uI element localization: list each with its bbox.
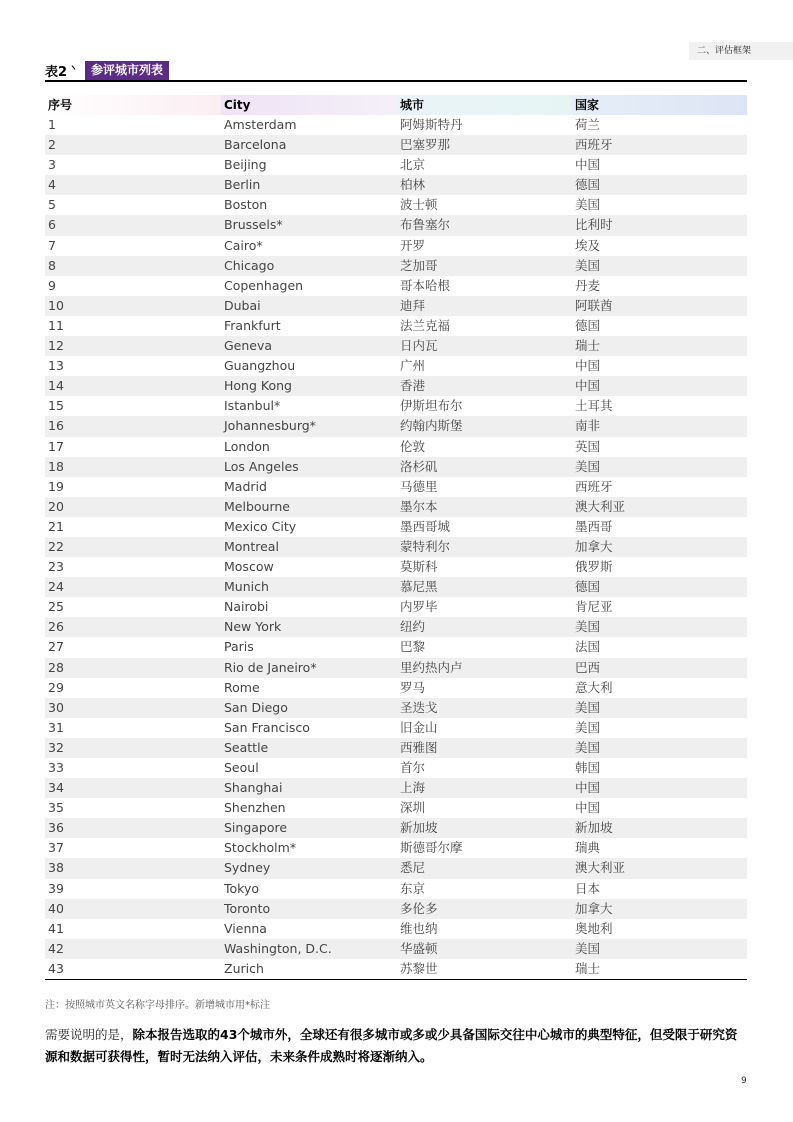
cell-index: 23 (48, 559, 64, 575)
table-name: 参评城市列表 (85, 61, 169, 80)
table-row (45, 899, 747, 919)
cell-city-en: Boston (224, 197, 268, 213)
cell-country: 加拿大 (575, 538, 613, 554)
cell-index: 32 (48, 739, 64, 755)
cell-country: 意大利 (575, 679, 613, 695)
cell-country: 中国 (575, 780, 601, 796)
cell-city-en: Melbourne (224, 498, 290, 514)
cell-city-zh: 迪拜 (400, 297, 426, 313)
cell-index: 16 (48, 418, 64, 434)
cell-city-zh: 伊斯坦布尔 (400, 398, 463, 414)
cell-country: 巴西 (575, 659, 601, 675)
cell-country: 美国 (575, 739, 601, 755)
cell-city-zh: 蒙特利尔 (400, 538, 451, 554)
cell-city-zh: 悉尼 (400, 860, 426, 876)
cell-city-en: London (224, 438, 270, 454)
cell-country: 比利时 (575, 217, 613, 233)
cell-index: 13 (48, 358, 64, 374)
cell-city-zh: 广州 (400, 358, 426, 374)
cell-country: 西班牙 (575, 478, 613, 494)
cell-city-zh: 马德里 (400, 478, 438, 494)
cell-city-en: Washington, D.C. (224, 940, 332, 956)
cell-city-zh: 华盛顿 (400, 940, 438, 956)
cell-city-zh: 北京 (400, 157, 426, 173)
table-row (45, 457, 747, 477)
cell-city-en: Madrid (224, 478, 267, 494)
cell-index: 41 (48, 920, 64, 936)
cell-city-en: Moscow (224, 559, 274, 575)
cell-index: 21 (48, 518, 64, 534)
cell-country: 奥地利 (575, 920, 613, 936)
table-row (45, 256, 747, 276)
cell-index: 24 (48, 579, 64, 595)
cell-country: 新加坡 (575, 820, 613, 836)
cell-index: 37 (48, 840, 64, 856)
table-row (45, 577, 747, 597)
cell-city-en: Munich (224, 579, 269, 595)
cell-country: 丹麦 (575, 277, 601, 293)
cell-country: 德国 (575, 317, 601, 333)
cell-country: 中国 (575, 157, 601, 173)
cell-country: 土耳其 (575, 398, 613, 414)
cell-city-zh: 阿姆斯特丹 (400, 117, 463, 132)
cell-index: 34 (48, 780, 64, 796)
cell-city-zh: 上海 (400, 780, 426, 796)
table-row (45, 879, 747, 899)
table-note: 注：按照城市英文名称字母排序。新增城市用*标注 (45, 1000, 270, 1011)
cell-city-zh: 维也纳 (400, 920, 438, 936)
cell-city-en: Seattle (224, 739, 269, 755)
cell-city-en: Montreal (224, 538, 279, 554)
cell-country: 美国 (575, 197, 601, 213)
cell-city-zh: 深圳 (400, 800, 426, 816)
cell-city-en: Mexico City (224, 518, 297, 534)
cell-index: 28 (48, 659, 64, 675)
cell-city-zh: 开罗 (400, 237, 426, 253)
cell-index: 25 (48, 599, 64, 615)
cell-index: 27 (48, 639, 64, 655)
page-number: 9 (741, 1076, 747, 1086)
cell-city-zh: 东京 (400, 880, 426, 896)
cell-country: 中国 (575, 358, 601, 374)
cell-city-en: Frankfurt (224, 317, 281, 333)
cell-country: 墨西哥 (575, 518, 613, 534)
cell-index: 11 (48, 317, 64, 333)
table-row (45, 437, 747, 457)
table-row (45, 738, 747, 758)
cell-city-zh: 柏林 (400, 177, 426, 193)
table-row (45, 678, 747, 698)
cell-index: 10 (48, 297, 64, 313)
cell-city-zh: 西雅图 (400, 739, 438, 755)
table-row (45, 959, 747, 979)
table-row (45, 597, 747, 617)
cell-city-zh: 墨西哥城 (400, 518, 451, 534)
table-row (45, 637, 747, 657)
cell-city-zh: 哥本哈根 (400, 277, 451, 293)
table-row (45, 296, 747, 316)
cell-index: 35 (48, 800, 64, 816)
cell-city-en: San Francisco (224, 719, 310, 735)
cell-country: 澳大利亚 (575, 498, 626, 514)
table-row (45, 698, 747, 718)
cell-city-zh: 多伦多 (400, 900, 438, 916)
cell-city-en: Berlin (224, 177, 261, 193)
cell-city-zh: 伦敦 (400, 438, 426, 454)
cell-index: 39 (48, 880, 64, 896)
table-body (45, 115, 747, 979)
cell-country: 美国 (575, 619, 601, 635)
cell-country: 美国 (575, 458, 601, 474)
table-row (45, 155, 747, 175)
table-header (45, 95, 747, 115)
city-table (45, 95, 747, 980)
table-row (45, 175, 747, 195)
table-row (45, 798, 747, 818)
table-row (45, 818, 747, 838)
table-row (45, 276, 747, 296)
table-row (45, 215, 747, 235)
table-row (45, 316, 747, 336)
table-row (45, 718, 747, 738)
cell-country: 阿联酋 (575, 297, 613, 313)
table-row (45, 236, 747, 256)
cell-city-en: Rome (224, 679, 260, 695)
cell-index: 43 (48, 960, 64, 976)
cell-index: 30 (48, 699, 64, 715)
cell-index: 14 (48, 378, 64, 394)
cell-country: 美国 (575, 257, 601, 273)
table-row (45, 376, 747, 396)
table-number: 表2 (45, 65, 68, 80)
table-bottom-rule (45, 979, 747, 980)
cell-index: 4 (48, 177, 56, 193)
cell-country: 美国 (575, 699, 601, 715)
title-tick-mark (67, 61, 85, 80)
cell-index: 2 (48, 137, 56, 153)
cell-city-en: Brussels* (224, 217, 283, 233)
header-index: 序号 (45, 95, 221, 115)
cell-city-zh: 洛杉矶 (400, 458, 438, 474)
cell-city-en: Dubai (224, 297, 261, 313)
table-row (45, 858, 747, 878)
cell-city-zh: 里约热内卢 (400, 659, 463, 675)
cell-index: 18 (48, 458, 64, 474)
cell-city-zh: 墨尔本 (400, 498, 438, 514)
cell-city-en: Paris (224, 639, 254, 655)
cell-city-zh: 巴塞罗那 (400, 137, 451, 153)
cell-city-zh: 巴黎 (400, 639, 426, 655)
table-row (45, 517, 747, 537)
cell-city-en: Toronto (224, 900, 271, 916)
cell-index: 8 (48, 257, 56, 273)
cell-city-en: Nairobi (224, 599, 269, 615)
table-row (45, 919, 747, 939)
cell-index: 17 (48, 438, 64, 454)
cell-index: 15 (48, 398, 64, 414)
cell-city-zh: 慕尼黑 (400, 579, 438, 595)
cell-index: 31 (48, 719, 64, 735)
header-city-en: City (221, 95, 397, 115)
cell-city-en: Chicago (224, 257, 275, 273)
section-tag: 二、评估框架 (689, 42, 793, 60)
cell-index: 33 (48, 760, 64, 775)
cell-country: 德国 (575, 177, 601, 193)
cell-index: 9 (48, 277, 56, 293)
cell-country: 法国 (575, 639, 601, 655)
cell-city-en: San Diego (224, 699, 288, 715)
cell-country: 中国 (575, 800, 601, 816)
cell-country: 澳大利亚 (575, 860, 626, 876)
cell-country: 荷兰 (575, 117, 601, 132)
table-row (45, 617, 747, 637)
explanatory-paragraph (45, 1024, 749, 1068)
cell-country: 加拿大 (575, 900, 613, 916)
cell-city-en: Los Angeles (224, 458, 299, 474)
cell-city-en: Beijing (224, 157, 267, 173)
cell-country: 肯尼亚 (575, 599, 613, 615)
cell-country: 瑞士 (575, 960, 601, 976)
table-row (45, 557, 747, 577)
cell-index: 3 (48, 157, 56, 173)
cell-index: 42 (48, 940, 64, 956)
table-row (45, 537, 747, 557)
cell-city-en: Sydney (224, 860, 271, 876)
cell-country: 俄罗斯 (575, 559, 613, 575)
cell-index: 26 (48, 619, 64, 635)
cell-country: 南非 (575, 418, 601, 434)
cell-city-zh: 芝加哥 (400, 257, 438, 273)
table-row (45, 778, 747, 798)
cell-city-en: Vienna (224, 920, 267, 936)
cell-city-en: Hong Kong (224, 378, 292, 394)
cell-city-zh: 新加坡 (400, 820, 438, 836)
table-row (45, 135, 747, 155)
table-row (45, 758, 747, 778)
cell-index: 40 (48, 900, 64, 916)
cell-city-zh: 法兰克福 (400, 317, 451, 333)
table-row (45, 838, 747, 858)
cell-city-zh: 日内瓦 (400, 338, 438, 354)
cell-city-en: Zurich (224, 960, 264, 976)
cell-city-en: Guangzhou (224, 358, 296, 374)
cell-index: 22 (48, 538, 64, 554)
cell-index: 7 (48, 237, 56, 253)
cell-index: 12 (48, 338, 64, 354)
cell-city-zh: 首尔 (400, 760, 426, 775)
cell-city-zh: 布鲁塞尔 (400, 217, 451, 233)
cell-city-zh: 内罗毕 (400, 599, 438, 615)
table-row (45, 396, 747, 416)
cell-index: 20 (48, 498, 64, 514)
table-row (45, 497, 747, 517)
table-row (45, 939, 747, 959)
cell-city-en: Copenhagen (224, 277, 304, 293)
cell-city-en: Cairo* (224, 237, 263, 253)
cell-city-en: Barcelona (224, 137, 287, 153)
cell-city-en: Singapore (224, 820, 288, 836)
cell-city-en: Shenzhen (224, 800, 286, 816)
cell-city-en: Tokyo (224, 880, 259, 896)
cell-country: 日本 (575, 880, 601, 896)
cell-city-zh: 波士顿 (400, 197, 438, 213)
cell-city-en: Geneva (224, 338, 273, 354)
table-row (45, 115, 747, 135)
cell-index: 19 (48, 478, 64, 494)
cell-city-zh: 圣迭戈 (400, 699, 438, 715)
paragraph-bold: 除本报告选取的43个城市外，全球还有很多城市或多或少具备国际交往中心城市的典型特征，但受限于研究资源和数据可获得性，暂时无法纳入评估，未来条件成熟时将逐渐纳入。 (45, 1027, 738, 1064)
cell-city-en: Rio de Janeiro* (224, 659, 317, 675)
cell-city-en: Stockholm* (224, 840, 297, 856)
cell-index: 1 (48, 117, 56, 132)
table-row (45, 477, 747, 497)
cell-country: 德国 (575, 579, 601, 595)
cell-city-zh: 约翰内斯堡 (400, 418, 463, 434)
cell-index: 5 (48, 197, 56, 213)
cell-country: 韩国 (575, 760, 601, 775)
cell-country: 瑞典 (575, 840, 601, 856)
cell-index: 38 (48, 860, 64, 876)
cell-index: 29 (48, 679, 64, 695)
cell-city-zh: 香港 (400, 378, 426, 394)
table-row (45, 416, 747, 436)
cell-country: 瑞士 (575, 338, 601, 354)
header-country: 国家 (572, 95, 747, 115)
cell-city-en: New York (224, 619, 282, 635)
cell-city-en: Johannesburg* (224, 418, 316, 434)
table-row (45, 336, 747, 356)
cell-country: 美国 (575, 719, 601, 735)
table-row (45, 195, 747, 215)
cell-city-zh: 纽约 (400, 619, 426, 635)
table-row (45, 658, 747, 678)
table-row (45, 356, 747, 376)
cell-country: 英国 (575, 438, 601, 454)
cell-city-en: Shanghai (224, 780, 283, 796)
cell-city-zh: 斯德哥尔摩 (400, 840, 463, 856)
paragraph-lead: 需要说明的是， (45, 1027, 133, 1042)
cell-city-en: Seoul (224, 760, 259, 775)
cell-country: 西班牙 (575, 137, 613, 153)
cell-country: 中国 (575, 378, 601, 394)
cell-city-zh: 苏黎世 (400, 960, 438, 976)
cell-index: 36 (48, 820, 64, 836)
cell-country: 美国 (575, 940, 601, 956)
cell-index: 6 (48, 217, 56, 233)
table-top-rule (45, 80, 747, 82)
header-city-zh: 城市 (397, 95, 572, 115)
cell-city-zh: 莫斯科 (400, 559, 438, 575)
cell-country: 埃及 (575, 237, 601, 253)
cell-city-zh: 旧金山 (400, 719, 438, 735)
table-title (45, 61, 169, 80)
cell-city-en: Amsterdam (224, 117, 297, 132)
cell-city-zh: 罗马 (400, 679, 426, 695)
cell-city-en: Istanbul* (224, 398, 281, 414)
